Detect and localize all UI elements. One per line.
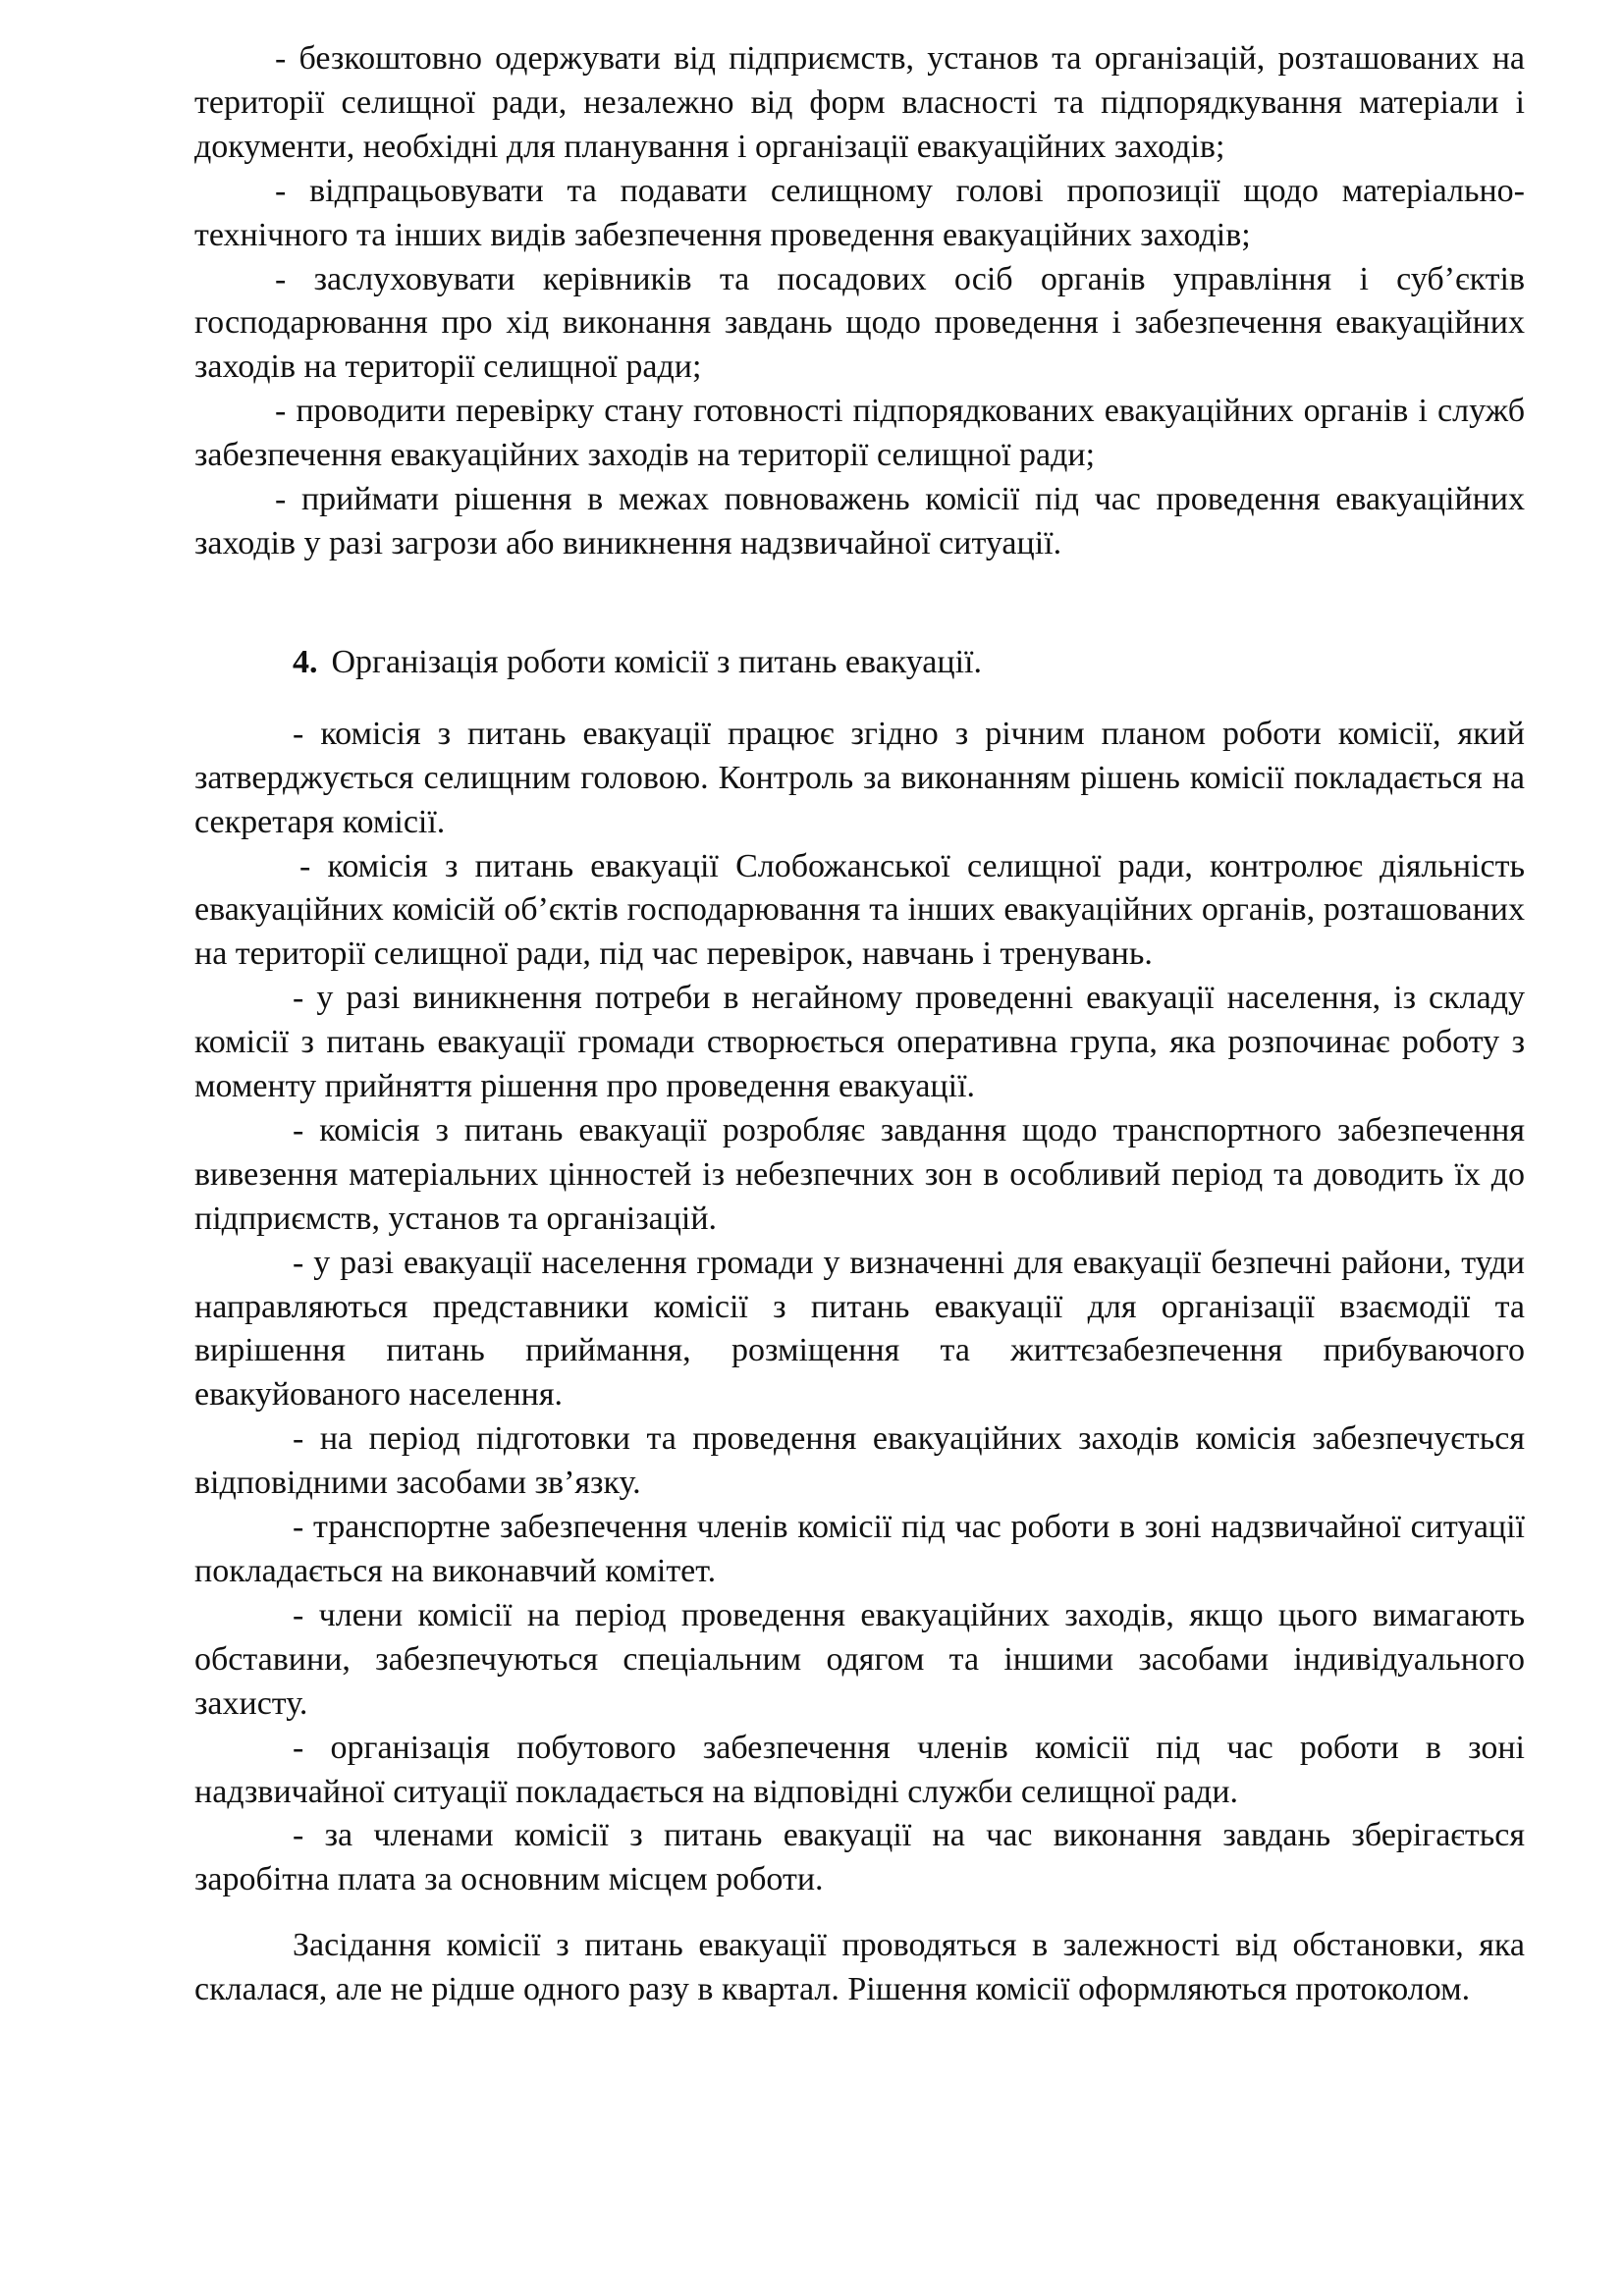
paragraph-organization-item: - організація побутового забезпечення членів комісії під час роботи в зоні надзвичайної ситуації покладається на відповідні служби селищної ради.: [194, 1729, 1525, 1810]
paragraph-rights-item: - заслуховувати керівників та посадових осіб органів управління і суб’єктів господарювання про хід виконання завдань щодо проведення і забезпечення евакуаційних заходів на території селищної ради;: [194, 260, 1525, 386]
paragraph-rights-item: - безкоштовно одержувати від підприємств, установ та організацій, розташованих на території селищної ради, незалежно від форм власності та підпорядкування матеріали і документи, необхідні для планування і організації евакуаційних заходів;: [194, 40, 1525, 165]
section-number: 4.: [293, 643, 318, 680]
paragraph-organization-item: - члени комісії на період проведення евакуаційних заходів, якщо цього вимагають обставини, забезпечуються спеціальним одягом та іншими засобами індивідуального захисту.: [194, 1596, 1525, 1722]
section-heading: [194, 641, 1525, 685]
paragraph-organization-item: - транспортне забезпечення членів комісії під час роботи в зоні надзвичайної ситуації покладається на виконавчий комітет.: [194, 1509, 1525, 1589]
paragraph-organization-item: - у разі евакуації населення громади у визначенні для евакуації безпечні райони, туди направляються представники комісії з питань евакуації для організації взаємодії та вирішення питань приймання, розміщення та життєзабезпечення прибуваючого евакуйованого населення.: [194, 1244, 1525, 1414]
document-page: [194, 37, 1525, 2012]
paragraph-rights-item: - приймати рішення в межах повноважень комісії під час проведення евакуаційних заходів у разі загрози або виникнення надзвичайної ситуації.: [194, 481, 1525, 561]
paragraph-organization-item: - на період підготовки та проведення евакуаційних заходів комісія забезпечується відповідними засобами зв’язку.: [194, 1420, 1525, 1502]
paragraph-organization-item: - комісія з питань евакуації працює згідно з річним планом роботи комісії, який затверджується селищним головою. Контроль за виконанням рішень комісії покладається на секретаря комісії.: [194, 715, 1525, 840]
closing-paragraph: Засідання комісії з питань евакуації проводяться в залежності від обстановки, яка склалася, але не рідше одного разу в квартал. Рішення комісії оформляються протоколом.: [194, 1927, 1525, 2008]
paragraph-organization-item: - за членами комісії з питань евакуації на час виконання завдань зберігається заробітна плата за основним місцем роботи.: [194, 1817, 1525, 1898]
paragraph-rights-item: - відпрацьовувати та подавати селищному голові пропозиції щодо матеріально-технічного та інших видів забезпечення проведення евакуаційних заходів;: [194, 172, 1525, 253]
paragraph-organization-item: - у разі виникнення потреби в негайному проведенні евакуації населення, із складу комісії з питань евакуації громади створюється оперативна група, яка розпочинає роботу з моменту прийняття рішення про проведення евакуації.: [194, 980, 1525, 1105]
paragraph-rights-item: - проводити перевірку стану готовності підпорядкованих евакуаційних органів і служб забезпечення евакуаційних заходів на території селищної ради;: [194, 393, 1525, 474]
paragraph-organization-item: - комісія з питань евакуації розробляє завдання щодо транспортного забезпечення вивезення матеріальних цінностей із небезпечних зон в особливий період та доводить їх до підприємств, установ та організацій.: [194, 1111, 1525, 1237]
section-title: Організація роботи комісії з питань евакуації.: [331, 643, 982, 680]
paragraph-organization-item: - комісія з питань евакуації Слобожанської селищної ради, контролює діяльність евакуаційних комісій об’єктів господарювання та інших евакуаційних органів, розташованих на території селищної ради, під час перевірок, навчань і тренувань.: [194, 847, 1525, 973]
